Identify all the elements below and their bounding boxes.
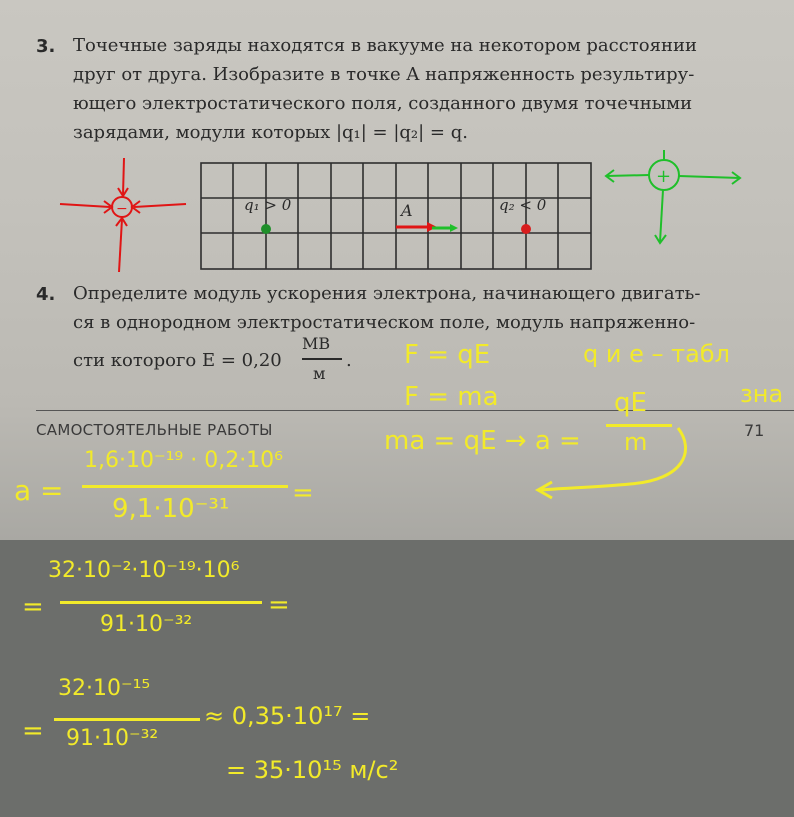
- positive-symbol: +: [656, 166, 672, 187]
- field-vector-red-arrow: [396, 222, 437, 232]
- hw-step1-equals: =: [292, 478, 314, 508]
- problem-3-number: 3.: [36, 36, 56, 57]
- footer-section-title: САМОСТОЯТЕЛЬНЫЕ РАБОТЫ: [36, 421, 273, 439]
- hw-step1-denominator: 9,1·10⁻³¹: [112, 494, 230, 524]
- problem-4-line-1: Определите модуль ускорения электрона, начинающего двигать-: [73, 283, 701, 304]
- unit-fraction-bar: [302, 358, 342, 360]
- problem-3-line-3: ющего электростатического поля, созданного двумя точечными: [73, 93, 693, 114]
- charge-q1-dot: [261, 224, 271, 234]
- unit-numerator: МВ: [302, 334, 331, 353]
- hw-step3-bar: [54, 718, 200, 721]
- q2-label: q₂ < 0: [499, 196, 547, 214]
- hw-curved-arrow: [520, 420, 700, 510]
- problem-4-line-3: сти которого E = 0,20: [73, 350, 282, 371]
- hw-formula-f-qe: F = qE: [404, 340, 491, 370]
- hw-step2-equals: =: [268, 590, 290, 620]
- hw-step1-numerator: 1,6·10⁻¹⁹ · 0,2·10⁶: [84, 448, 283, 473]
- problem-3-line-2: друг от друга. Изобразите в точке A напряженность результиру-: [73, 64, 695, 85]
- problem-4-number: 4.: [36, 284, 56, 305]
- hw-step3-numerator: 32·10⁻¹⁵: [58, 676, 151, 701]
- grid-lines: [201, 163, 591, 269]
- hw-step1-lhs: a =: [14, 474, 64, 507]
- hw-formula-ma-qe: ma = qE → a =: [384, 426, 581, 456]
- hw-step1-bar: [82, 485, 288, 488]
- negative-symbol: −: [116, 201, 128, 217]
- hw-step2-denominator: 91·10⁻³²: [100, 612, 193, 637]
- page-number: 71: [744, 421, 765, 440]
- hw-step2-numerator: 32·10⁻²·10⁻¹⁹·10⁶: [48, 558, 240, 583]
- hw-note-zna: зна: [740, 380, 784, 408]
- hw-step3-denominator: 91·10⁻³²: [66, 726, 159, 751]
- q1-label: q₁ > 0: [244, 196, 292, 214]
- charge-q2-dot: [521, 224, 531, 234]
- problem-4-period: .: [346, 350, 352, 371]
- hw-fraction-den: m: [624, 428, 648, 456]
- charge-grid-figure: [0, 150, 794, 290]
- hw-step3-approx: ≈ 0,35·10¹⁷ =: [204, 702, 371, 730]
- positive-charge-sketch: [606, 150, 740, 243]
- unit-denominator: м: [313, 364, 326, 383]
- hw-step2-lhs: =: [22, 592, 44, 622]
- hw-step3-lhs: =: [22, 716, 44, 746]
- hw-final-result: = 35·10¹⁵ м/с²: [226, 756, 399, 784]
- hw-note-constants: q и e – табл: [583, 340, 730, 368]
- problem-3-line-4: зарядами, модули которых |q₁| = |q₂| = q.: [73, 122, 468, 143]
- hw-formula-f-ma: F = ma: [404, 382, 499, 412]
- problem-3-line-1: Точечные заряды находятся в вакууме на некотором расстоянии: [73, 35, 697, 56]
- field-vector-green-arrow: [432, 224, 458, 232]
- point-a-label: A: [401, 201, 413, 220]
- problem-4-line-2: ся в однородном электростатическом поле, модуль напряженно-: [73, 312, 696, 333]
- hw-fraction-num: qE: [614, 388, 647, 418]
- hw-step2-bar: [60, 601, 262, 604]
